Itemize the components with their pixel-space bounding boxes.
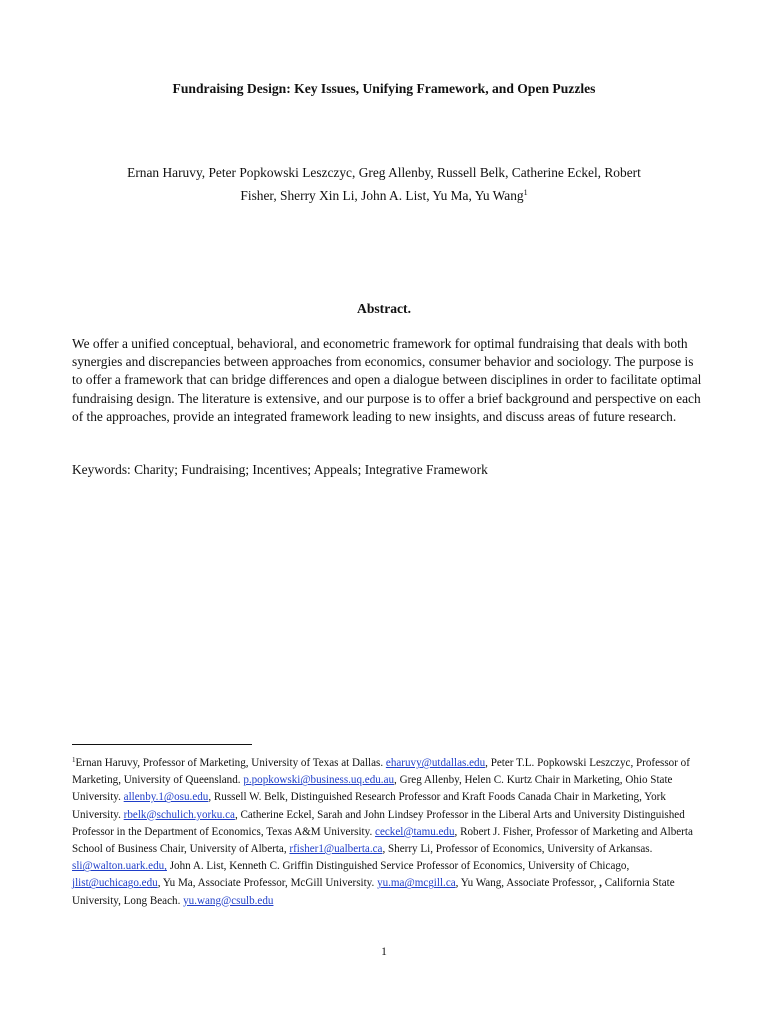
paper-title: Fundraising Design: Key Issues, Unifying Framework, and Open Puzzles <box>172 81 596 96</box>
footnote-divider <box>72 744 252 745</box>
footnote-text-2: , Peter T.L. Popkowski Leszczyc, Professor of Marketing, University of Queensland. <box>72 757 690 787</box>
footnote-text-8: John A. List, Kenneth C. Griffin Distinguished Service Professor of Economics, University of Chicago, <box>166 860 630 873</box>
footnote-text-6: , Robert J. Fisher, Professor of Marketing and Alberta School of Business Chair, University of Alberta, <box>72 825 693 856</box>
email-link-fisher[interactable]: rfisher1@ualberta.ca <box>289 843 383 856</box>
email-link-wang[interactable]: yu.wang@csulb.edu <box>183 894 274 907</box>
email-link-belk[interactable]: rbelk@schulich.yorku.ca <box>123 808 235 821</box>
abstract-body: We offer a unified conceptual, behavioral, and econometric framework for optimal fundraising that deals with both synergies and discrepancies between approaches from economics, consumer behavior and sociology. The purpose is to offer a framework that can bridge differences and open a dialogue between disciplines in order to facilitate optimal fundraising design. The literature is extensive, and our purpose is to offer a brief background and perspective on each of the approaches, provide an integrated framework leading to new insights, and discuss areas of future research. <box>72 336 702 424</box>
keywords: Keywords: Charity; Fundraising; Incentives; Appeals; Integrative Framework <box>72 462 488 477</box>
email-link-eckel[interactable]: ceckel@tamu.edu <box>375 825 455 838</box>
footnote-text-5: , Catherine Eckel, Sarah and John Lindsey Professor in the Liberal Arts and University Distinguished Professor in the Department of Economics, Texas A&M University. <box>72 808 685 838</box>
author-line-2-text: Fisher, Sherry Xin Li, John A. List, Yu Ma, Yu Wang <box>240 188 524 203</box>
author-line-2 <box>60 183 708 206</box>
email-link-popkowski[interactable]: p.popkowski@business.uq.edu.au <box>243 774 395 787</box>
author-list <box>60 163 708 206</box>
footnote-text-3: , Greg Allenby, Helen C. Kurtz Chair in Marketing, Ohio State University. <box>72 774 673 804</box>
footnote-reference[interactable]: 1 <box>523 188 528 197</box>
email-link-li[interactable]: sli@walton.uark.edu, <box>72 860 167 873</box>
footnote-text-9: , Yu Ma, Associate Professor, McGill University. <box>157 877 378 890</box>
abstract-heading: Abstract. <box>357 301 411 316</box>
footnote-text-10: , Yu Wang, Associate Professor, <box>455 877 600 890</box>
footnote-text-10b: California State University, Long Beach. <box>72 877 675 907</box>
footnote-text-1: Ernan Haruvy, Professor of Marketing, University of Texas at Dallas. <box>75 757 386 769</box>
author-affiliations-footnote <box>72 752 700 910</box>
email-link-list[interactable]: jlist@uchicago.edu <box>72 877 158 890</box>
footnote-comma-bold: , <box>599 877 602 890</box>
footnote-text-7: , Sherry Li, Professor of Economics, University of Arkansas. <box>382 843 653 856</box>
author-line-1: Ernan Haruvy, Peter Popkowski Leszczyc, Greg Allenby, Russell Belk, Catherine Eckel, Robert <box>127 165 641 180</box>
email-link-ma[interactable]: yu.ma@mcgill.ca <box>377 877 456 890</box>
page-number: 1 <box>381 946 387 958</box>
footnote-text-4: , Russell W. Belk, Distinguished Research Professor and Kraft Foods Canada Chair in Marketing, York University. <box>72 791 666 821</box>
email-link-haruvy[interactable]: eharuvy@utdallas.edu <box>385 757 486 769</box>
footnote-marker: 1 <box>72 756 76 764</box>
email-link-allenby[interactable]: allenby.1@osu.edu <box>123 791 209 804</box>
